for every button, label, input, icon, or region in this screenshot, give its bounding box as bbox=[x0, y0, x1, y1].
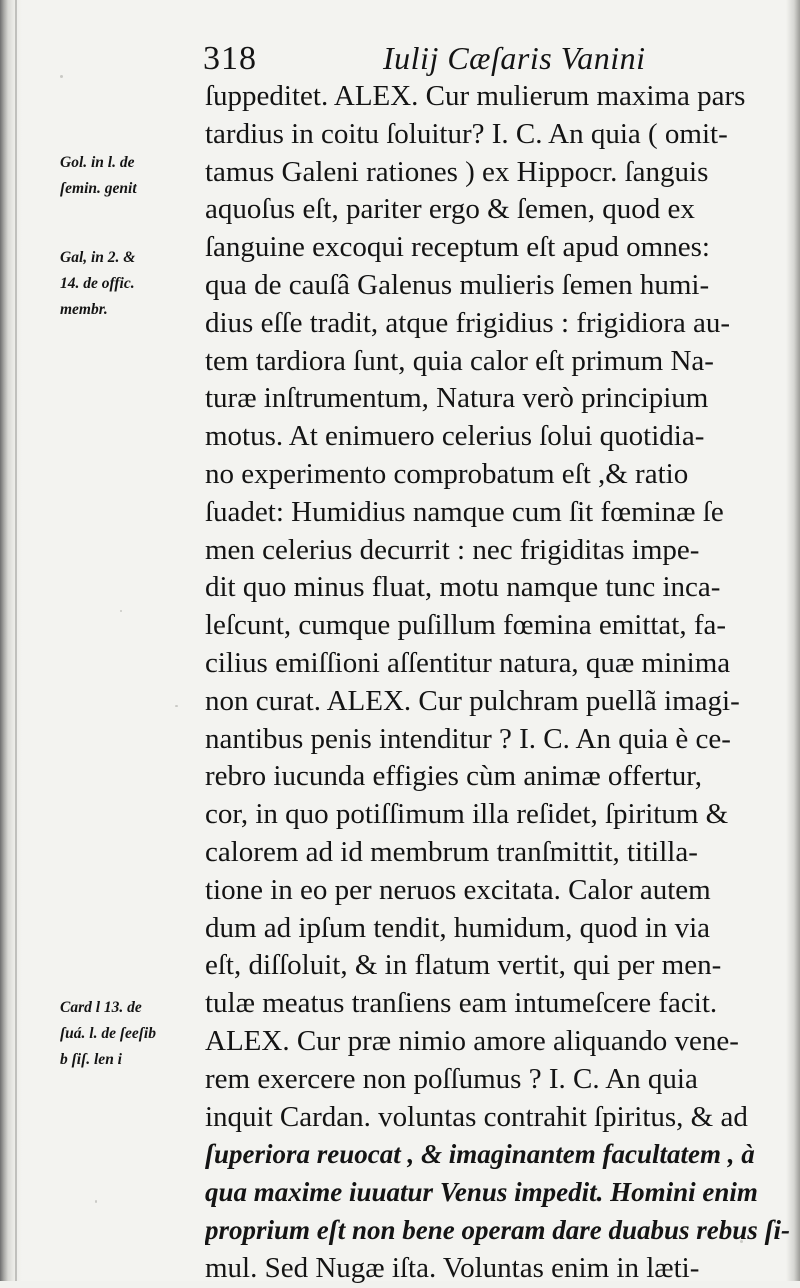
text-line: cilius emiſſioni aſſentitur natura, quæ minima bbox=[205, 646, 731, 679]
text-line: nantibus penis intenditur ? I. C. An quia è ce- bbox=[205, 722, 731, 755]
text-line: non curat. ALEX. Cur pulchram puellã imagi- bbox=[205, 684, 740, 717]
text-line: dius eſſe tradit, atque frigidius : frigidiora au- bbox=[205, 306, 731, 339]
margin-note bbox=[60, 150, 200, 202]
margin-notes bbox=[60, 150, 200, 1250]
text-line: ALEX. Cur præ nimio amore aliquando vene- bbox=[205, 1024, 739, 1057]
margin-note-line: ſemin. genit bbox=[60, 180, 137, 197]
margin-note-line: b ſiſ. len i bbox=[60, 1051, 122, 1068]
text-line: leſcunt, cumque puſillum fœmina emittat, fa- bbox=[205, 609, 727, 642]
page-number: 318 bbox=[203, 40, 257, 77]
text-line: rem exercere non poſſumus ? I. C. An quia bbox=[205, 1062, 698, 1095]
text-line: rebro iucunda effigies cùm animæ offertur, bbox=[205, 760, 703, 793]
paper-speck bbox=[95, 1200, 97, 1203]
text-line: turæ inſtrumentum, Natura verò principium bbox=[205, 382, 709, 415]
paper-speck bbox=[175, 705, 178, 707]
margin-note-line: Gol. in l. de bbox=[60, 154, 135, 171]
margin-note-line: Gal, in 2. & bbox=[60, 249, 136, 266]
text-line: mul. Sed Nugæ iſta. Voluntas enim in læti- bbox=[205, 1251, 700, 1284]
page-gutter bbox=[0, 0, 22, 1281]
text-line: ſuadet: Humidius namque cum ſit fœminæ ſe bbox=[205, 495, 724, 528]
paper-speck bbox=[740, 1240, 743, 1243]
gutter-edge-line bbox=[15, 0, 17, 1281]
text-line: eſt, diſſoluit, & in flatum vertit, qui per men- bbox=[205, 949, 722, 982]
text-line: tulæ meatus tranſiens eam intumeſcere facit. bbox=[205, 987, 718, 1020]
paper-speck bbox=[60, 75, 63, 78]
text-line: tem tardiora ſunt, quia calor eſt primum Na- bbox=[205, 344, 714, 377]
text-line: men celerius decurrit : nec frigiditas impe- bbox=[205, 533, 700, 566]
text-line: dum ad ipſum tendit, humidum, quod in via bbox=[205, 911, 711, 944]
margin-note bbox=[60, 245, 200, 323]
text-line: qua de cauſâ Galenus mulieris ſemen humi- bbox=[205, 268, 710, 301]
text-line: aquoſus eſt, pariter ergo & ſemen, quod ex bbox=[205, 193, 695, 226]
body-text bbox=[205, 78, 790, 1288]
text-line: tardius in coitu ſoluitur? I. C. An quia ( omit- bbox=[205, 117, 728, 150]
text-line: qua maxime iuuatur Venus impedit. Homini enim bbox=[205, 1177, 758, 1208]
text-line: tamus Galeni rationes ) ex Hippocr. ſanguis bbox=[205, 155, 709, 188]
paper-speck bbox=[120, 610, 122, 612]
text-line: proprium eſt non bene operam dare duabus rebus ſi- bbox=[205, 1214, 790, 1245]
margin-note-line: 14. de offic. bbox=[60, 275, 135, 292]
text-line: ſuppeditet. ALEX. Cur mulierum maxima pars bbox=[205, 80, 746, 112]
text-line: inquit Cardan. voluntas contrahit ſpiritus, & ad bbox=[205, 1100, 748, 1133]
running-head: Iulij Cæſaris Vanini bbox=[383, 40, 646, 76]
margin-note-line: ſuá. l. de ſeeſib bbox=[60, 1025, 156, 1042]
text-line: dit quo minus fluat, motu namque tunc inca- bbox=[205, 571, 721, 604]
text-line: no experimento comprobatum eſt ,& ratio bbox=[205, 457, 689, 490]
text-line: ſanguine excoqui receptum eſt apud omnes: bbox=[205, 231, 710, 264]
text-line: ſuperiora reuocat , & imaginantem facultatem , à bbox=[205, 1139, 755, 1170]
margin-note bbox=[60, 995, 200, 1073]
text-line: motus. At enimuero celerius ſolui quotidia- bbox=[205, 420, 705, 453]
text-line: cor, in quo potiſſimum illa reſidet, ſpiritum & bbox=[205, 798, 729, 831]
margin-note-line: Card l 13. de bbox=[60, 999, 142, 1016]
text-line: tione in eo per neruos excitata. Calor autem bbox=[205, 873, 711, 906]
margin-note-line: membr. bbox=[60, 301, 108, 318]
text-line: calorem ad id membrum tranſmittit, titilla- bbox=[205, 835, 698, 868]
